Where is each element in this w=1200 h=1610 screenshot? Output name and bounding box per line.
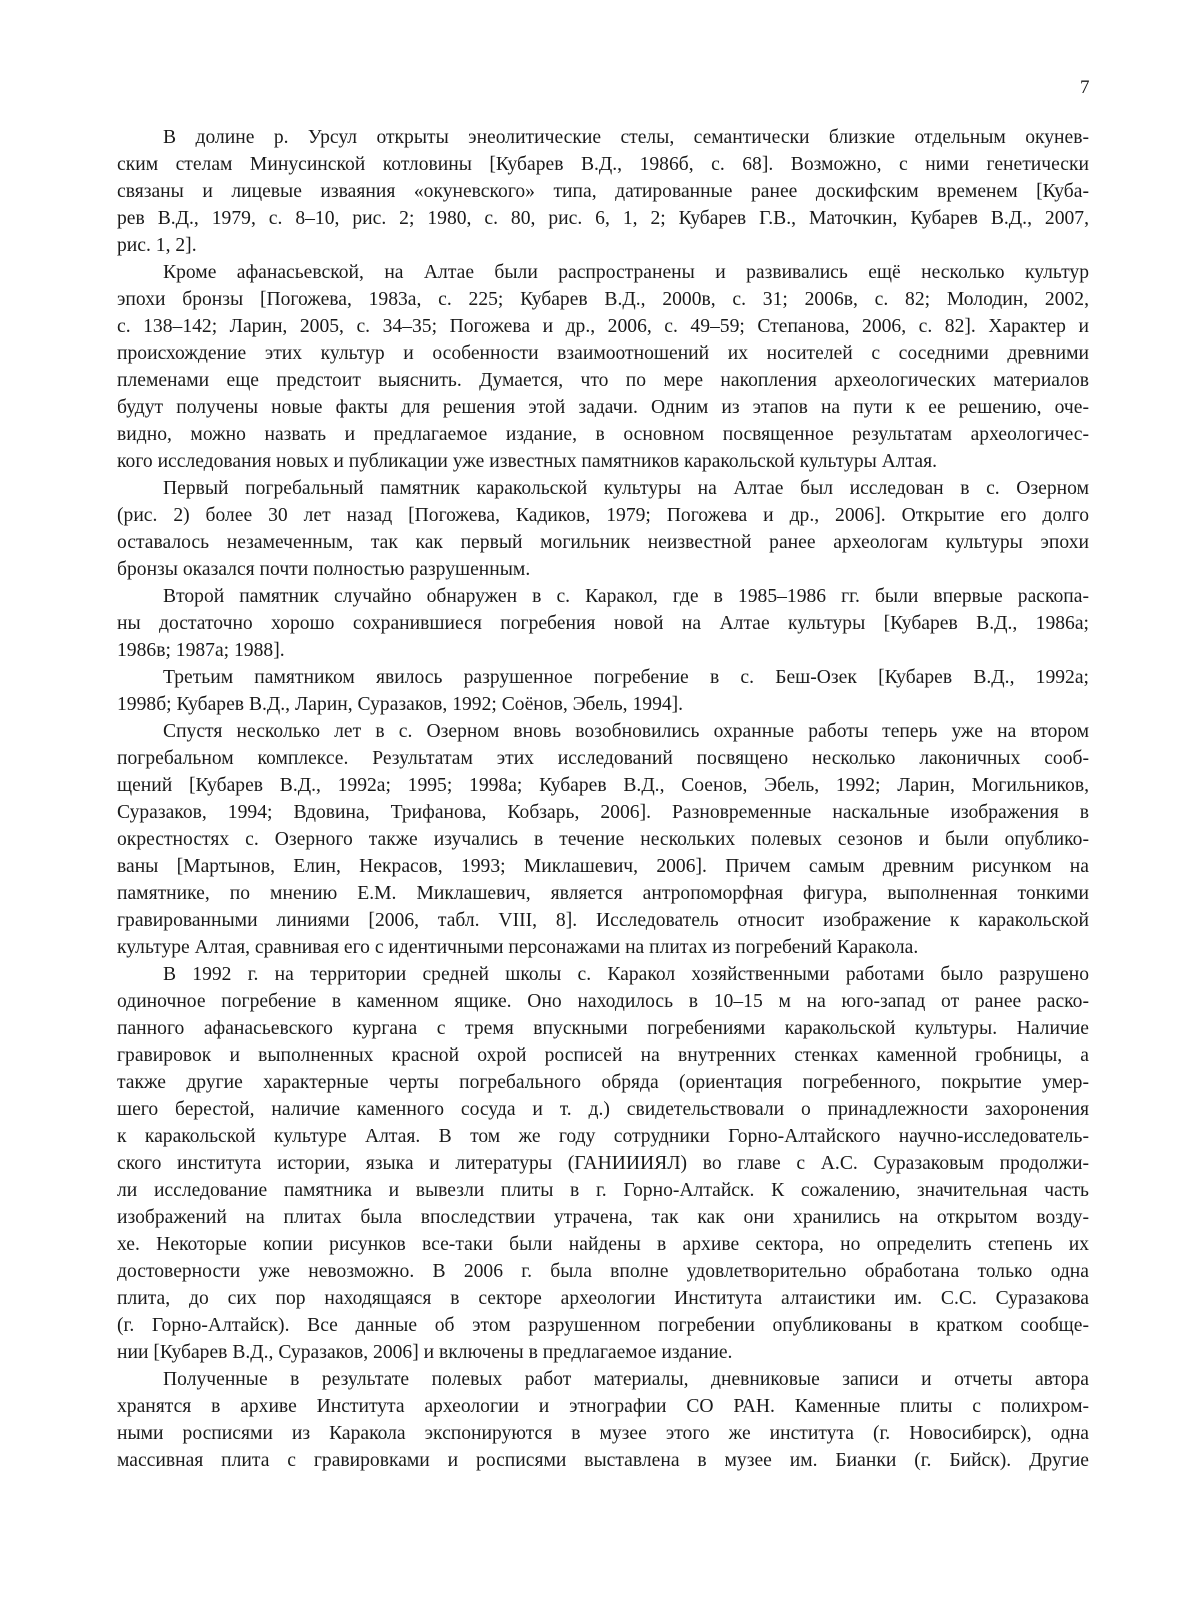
paragraph	[117, 124, 1089, 259]
text-line: панного афанасьевского кургана с тремя впускными погребениями каракольской культуры. Наличие	[117, 1018, 1089, 1039]
text-line: 1986в; 1987а; 1988].	[117, 640, 285, 661]
text-line: эпохи бронзы [Погожева, 1983а, с. 225; Кубарев В.Д., 2000в, с. 31; 2006в, с. 82; Молодин, 2002,	[117, 289, 1089, 310]
text-line: нии [Кубарев В.Д., Суразаков, 2006] и включены в предлагаемое издание.	[117, 1342, 733, 1363]
paragraph	[117, 1366, 1089, 1474]
text-line: происхождение этих культур и особенности взаимоотношений их носителей с соседними древними	[117, 343, 1089, 364]
page-number: 7	[1080, 77, 1090, 98]
text-line: кого исследования новых и публикации уже известных памятников каракольской культуры Алтая.	[117, 451, 938, 472]
text-line: ваны [Мартынов, Елин, Некрасов, 1993; Миклашевич, 2006]. Причем самым древним рисунком на	[117, 856, 1089, 877]
text-line: В долине р. Урсул открыты энеолитические стелы, семантически близкие отдельным окунев-	[163, 127, 1089, 148]
text-line: гравировок и выполненных красной охрой росписей на внутренних стенках каменной гробницы, а	[117, 1045, 1089, 1066]
text-line: (рис. 2) более 30 лет назад [Погожева, Кадиков, 1979; Погожева и др., 2006]. Открытие его долго	[117, 505, 1089, 526]
text-line: племенами еще предстоит выяснить. Думается, что по мере накопления археологических материалов	[117, 370, 1089, 391]
text-line: Третьим памятником явилось разрушенное погребение в с. Беш-Озек [Кубарев В.Д., 1992а;	[163, 667, 1089, 688]
text-line: культуре Алтая, сравнивая его с идентичными персонажами на плитах из погребений Каракола.	[117, 937, 919, 958]
text-line: видно, можно назвать и предлагаемое издание, в основном посвященное результатам археологичес-	[117, 424, 1089, 445]
text-line: рис. 1, 2].	[117, 235, 197, 256]
text-line: Полученные в результате полевых работ материалы, дневниковые записи и отчеты автора	[163, 1369, 1089, 1390]
text-line: Первый погребальный памятник каракольской культуры на Алтае был исследован в с. Озерном	[163, 478, 1089, 499]
text-line: бронзы оказался почти полностью разрушенным.	[117, 559, 531, 580]
text-line: хранятся в архиве Института археологии и этнографии СО РАН. Каменные плиты с полихром-	[117, 1396, 1089, 1417]
text-line: хе. Некоторые копии рисунков все-таки были найдены в архиве сектора, но определить степень их	[117, 1234, 1089, 1255]
text-line: (г. Горно-Алтайск). Все данные об этом разрушенном погребении опубликованы в кратком сообще-	[117, 1315, 1089, 1336]
text-line: изображений на плитах была впоследствии утрачена, так как они хранились на открытом возду-	[117, 1207, 1089, 1228]
text-line: к каракольской культуре Алтая. В том же году сотрудники Горно-Алтайского научно-исследователь-	[117, 1126, 1089, 1147]
text-line: ли исследование памятника и вывезли плиты в г. Горно-Алтайск. К сожалению, значительная часть	[117, 1180, 1089, 1201]
paragraph	[117, 961, 1089, 1366]
text-line: ны достаточно хорошо сохранившиеся погребения новой на Алтае культуры [Кубарев В.Д., 1986а;	[117, 613, 1089, 634]
text-line: погребальном комплексе. Результатам этих исследований посвящено несколько лаконичных сооб-	[117, 748, 1089, 769]
paragraph	[117, 718, 1089, 961]
text-line: будут получены новые факты для решения этой задачи. Одним из этапов на пути к ее решению, оче-	[117, 397, 1089, 418]
text-line: Спустя несколько лет в с. Озерном вновь возобновились охранные работы теперь уже на втором	[163, 721, 1089, 742]
text-line: 1998б; Кубарев В.Д., Ларин, Суразаков, 1992; Соёнов, Эбель, 1994].	[117, 694, 684, 715]
paragraph	[117, 583, 1089, 664]
paragraph	[117, 475, 1089, 583]
text-line: Кроме афанасьевской, на Алтае были распространены и развивались ещё несколько культур	[163, 262, 1089, 283]
text-body	[117, 124, 1089, 1474]
text-line: достоверности уже невозможно. В 2006 г. была вполне удовлетворительно обработана только одна	[117, 1261, 1089, 1282]
text-line: Суразаков, 1994; Вдовина, Трифанова, Кобзарь, 2006]. Разновременные наскальные изображения в	[117, 802, 1089, 823]
text-line: массивная плита с гравировками и росписями выставлена в музее им. Бианки (г. Бийск). Другие	[117, 1450, 1089, 1471]
text-line: рев В.Д., 1979, с. 8–10, рис. 2; 1980, с. 80, рис. 6, 1, 2; Кубарев Г.В., Маточкин, Кубарев В.Д., 2007,	[117, 208, 1089, 229]
text-line: щений [Кубарев В.Д., 1992а; 1995; 1998а; Кубарев В.Д., Соенов, Эбель, 1992; Ларин, Могильников,	[117, 775, 1089, 796]
text-line: окрестностях с. Озерного также изучались в течение нескольких полевых сезонов и были опублико-	[117, 829, 1089, 850]
text-line: памятнике, по мнению Е.М. Миклашевич, является антропоморфная фигура, выполненная тонкими	[117, 883, 1089, 904]
text-line: шего берестой, наличие каменного сосуда и т. д.) свидетельствовали о принадлежности захоронения	[117, 1099, 1089, 1120]
text-line: ского института истории, языка и литературы (ГАНИИИЯЛ) во главе с А.С. Суразаковым продолжи-	[117, 1153, 1089, 1174]
text-line: также другие характерные черты погребального обряда (ориентация погребенного, покрытие умер-	[117, 1072, 1089, 1093]
text-line: ским стелам Минусинской котловины [Кубарев В.Д., 1986б, с. 68]. Возможно, с ними генетически	[117, 154, 1089, 175]
text-line: оставалось незамеченным, так как первый могильник неизвестной ранее археологам культуры эпохи	[117, 532, 1089, 553]
text-line: В 1992 г. на территории средней школы с. Каракол хозяйственными работами было разрушено	[163, 964, 1089, 985]
text-line: одиночное погребение в каменном ящике. Оно находилось в 10–15 м на юго-запад от ранее раско-	[117, 991, 1089, 1012]
text-line: ными росписями из Каракола экспонируются в музее этого же института (г. Новосибирск), одна	[117, 1423, 1089, 1444]
text-line: с. 138–142; Ларин, 2005, с. 34–35; Погожева и др., 2006, с. 49–59; Степанова, 2006, с. 82]. Характер и	[117, 316, 1089, 337]
text-line: гравированными линиями [2006, табл. VIII, 8]. Исследователь относит изображение к каракольской	[117, 910, 1089, 931]
text-line: Второй памятник случайно обнаружен в с. Каракол, где в 1985–1986 гг. были впервые раскопа-	[163, 586, 1089, 607]
text-line: плита, до сих пор находящаяся в секторе археологии Института алтаистики им. С.С. Суразакова	[117, 1288, 1089, 1309]
paragraph	[117, 664, 1089, 718]
text-line: связаны и лицевые изваяния «окуневского» типа, датированные ранее доскифским временем [Куба-	[117, 181, 1089, 202]
paragraph	[117, 259, 1089, 475]
